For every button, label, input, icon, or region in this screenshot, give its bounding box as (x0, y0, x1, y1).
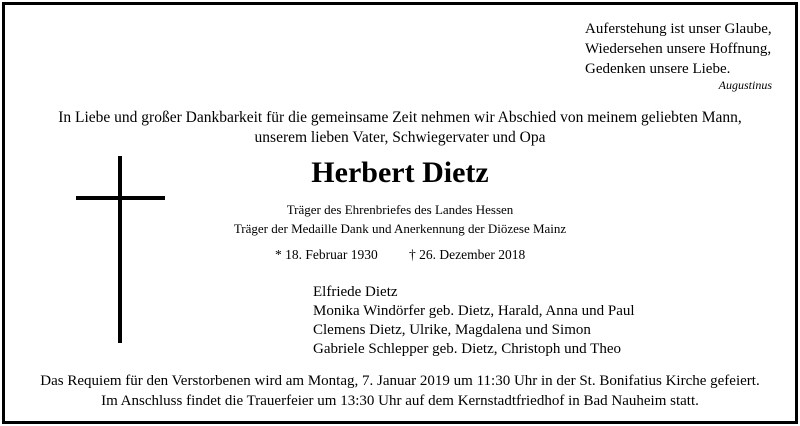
mourners-list (313, 283, 635, 359)
honors (0, 200, 800, 238)
intro-text (0, 108, 800, 148)
service-info (0, 371, 800, 411)
intro-line: unserem lieben Vater, Schwiegervater und Opa (254, 129, 546, 146)
honor-line: Träger des Ehrenbriefes des Landes Hessen (286, 202, 514, 217)
quote-line: Auferstehung ist unser Glaube, (585, 21, 772, 37)
service-line: Im Anschluss findet die Trauerfeier um 13:30 Uhr auf dem Kernstadtfriedhof in Bad Nauheim statt. (101, 393, 699, 409)
quote-line: Gedenken unsere Liebe. (585, 61, 731, 77)
honor-line: Träger der Medaille Dank und Anerkennung der Diözese Mainz (233, 221, 567, 236)
birth-date: * 18. Februar 1930 (275, 247, 378, 262)
intro-line: In Liebe und großer Dankbarkeit für die gemeinsame Zeit nehmen wir Abschied von meinem geliebten Mann, (58, 109, 742, 126)
quote-verse (585, 19, 772, 79)
service-line: Das Requiem für den Verstorbenen wird am Montag, 7. Januar 2019 um 11:30 Uhr in der St. Bonifatius Kirche gefeiert. (40, 373, 760, 389)
mourner-line: Monika Windörfer geb. Dietz, Harald, Anna und Paul (313, 303, 635, 319)
quote-line: Wiedersehen unsere Hoffnung, (585, 41, 772, 57)
death-date: † 26. Dezember 2018 (409, 247, 526, 262)
mourner-line: Gabriele Schlepper geb. Dietz, Christoph und Theo (313, 341, 621, 357)
quote-author: Augustinus (718, 78, 772, 92)
mourner-line: Elfriede Dietz (313, 284, 398, 300)
deceased-name: Herbert Dietz (311, 156, 489, 189)
mourner-line: Clemens Dietz, Ulrike, Magdalena und Simon (313, 322, 591, 338)
